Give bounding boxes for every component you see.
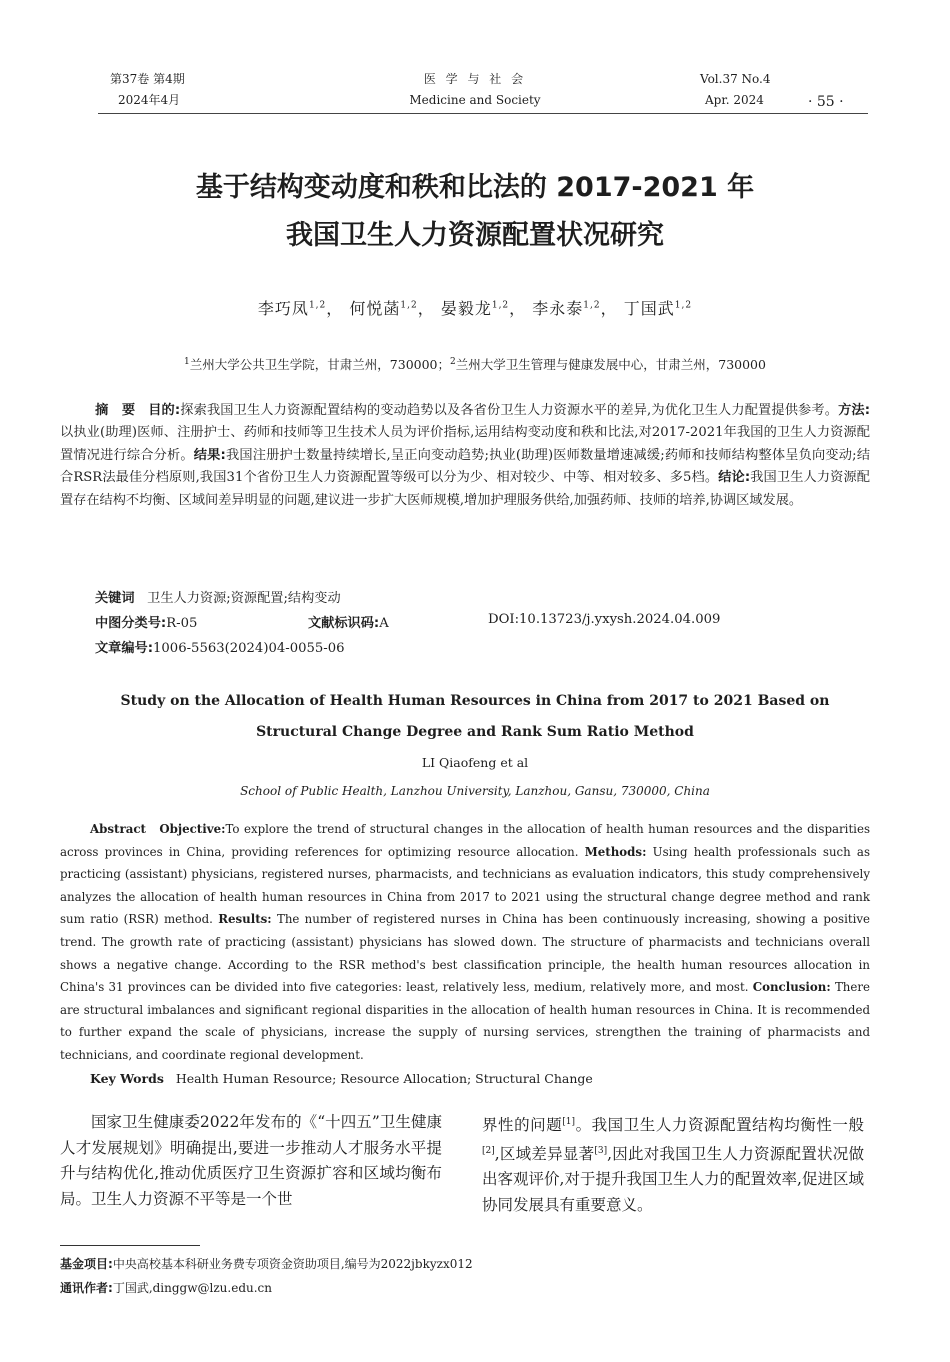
- abstract-en-label: Abstract: [90, 822, 146, 836]
- author-list: 李巧凤$^{1,2}$， 何悦菡$^{1,2}$， 晏毅龙$^{1,2}$， 李永泰$^{1,2}$， 丁国武$^{1,2}$: [257, 299, 693, 318]
- corresponding-author: 通讯作者:丁国武,dinggw@lzu.edu.cn: [60, 1281, 272, 1295]
- clc-number: 中图分类号:R-05: [95, 616, 198, 631]
- body-column-left: 国家卫生健康委2022年发布的《“十四五”卫生健康人才发展规划》明确提出,要进一步推动人才服务水平提升与结构优化,推动优质医疗卫生资源扩容和区域均衡布局。卫生人力资源不平等是一个世: [60, 1113, 442, 1208]
- document-code: 文献标识码:A: [308, 616, 389, 631]
- en-title-line-2: Structural Change Degree and Rank Sum Ratio Method: [256, 724, 694, 740]
- footnote-rule: [60, 1245, 200, 1246]
- author: 晏毅龙$^{1,2}$: [440, 299, 510, 318]
- header-volume-cn: 第37卷 第4期: [110, 72, 185, 86]
- abstract-cn-label: 摘 要: [95, 403, 136, 418]
- abstract-en: Abstract Objective:To explore the trend of structural changes in the allocation of health human resources and the disparities across provinces in China, providing references for optimizing resource allocation. Methods: Using health professionals such as practicing (assistant) physicians, registered nurses, pharmacists, and technicians as evaluation indicators, this study comprehensively analyzes the allocation of health human resources in China from 2017 to 2021 using the structural change degree method and rank sum ratio (RSR) method. Results: The number of registered nurses in China has been continuously increasing, showing a positive trend. The growth rate of practicing (assistant) physicians has slowed down. The structure of pharmacists and technicians overall shows a negative change. According to the RSR method's best classification principle, the health human resources allocation in China's 31 provinces can be divided into five categories: least, relatively less, medium, relatively more, and most. Conclusion: There are structural imbalances and significant regional disparities in the allocation of health human resources in China. It is recommended to further expand the scale of physicians, increase the supply of nursing services, strengthen the training of pharmacists and technicians, and coordinate regional development.: [60, 822, 871, 1062]
- header-rule: [98, 113, 868, 114]
- en-affiliation: School of Public Health, Lanzhou University, Lanzhou, Gansu, 730000, China: [240, 784, 710, 798]
- citation-ref: [3]: [594, 1145, 608, 1156]
- keywords-cn: 关键词 卫生人力资源;资源配置;结构变动: [95, 591, 341, 606]
- title-line-1: 基于结构变动度和秩和比法的 2017-2021 年: [195, 172, 755, 203]
- en-title-line-1: Study on the Allocation of Health Human Resources in China from 2017 to 2021 Based on: [120, 693, 830, 709]
- page-number: · 55 ·: [808, 94, 844, 110]
- header-journal-en: Medicine and Society: [409, 93, 541, 107]
- author: 何悦菡$^{1,2}$: [349, 299, 418, 318]
- author: 丁国武$^{1,2}$: [623, 299, 693, 318]
- header-journal-cn: 医 学 与 社 会: [423, 72, 527, 86]
- citation-ref: [2]: [482, 1145, 495, 1156]
- abstract-cn: 摘 要 目的:探索我国卫生人力资源配置结构的变动趋势以及各省份卫生人力资源水平的差异,为优化卫生人力配置提供参考。方法:以执业(助理)医师、注册护士、药师和技师等卫生技术人员为评价指标,运用结构变动度和秩和比法,对2017-2021年我国的卫生人力资源配置情况进行综合分析。结果:我国注册护士数量持续增长,呈正向变动趋势;执业(助理)医师数量增速减缓;药师和技师结构整体呈负向变动;结合RSR法最佳分档原则,我国31个省份卫生人力资源配置等级可以分为少、相对较少、中等、相对较多、多5档。结论:我国卫生人力资源配置存在结构不均衡、区域间差异明显的问题,建议进一步扩大医师规模,增加护理服务供给,加强药师、技师的培养,协调区域发展。: [60, 403, 871, 508]
- article-number: 文章编号:1006-5563(2024)04-0055-06: [95, 641, 345, 656]
- header-date-en: Apr. 2024: [705, 93, 764, 107]
- author: 李永泰$^{1,2}$: [532, 299, 601, 318]
- header-date-cn: 2024年4月: [118, 93, 181, 107]
- keywords-en: Key Words Health Human Resource; Resource Allocation; Structural Change: [90, 1071, 593, 1086]
- en-author: LI Qiaofeng et al: [421, 755, 529, 770]
- title-line-2: 我国卫生人力资源配置状况研究: [286, 220, 664, 251]
- doi: DOI:10.13723/j.yxysh.2024.04.009: [488, 612, 721, 627]
- header-volume-en: Vol.37 No.4: [700, 72, 771, 86]
- body-column-right: 界性的问题[1]。我国卫生人力资源配置结构均衡性一般[2],区域差异显著[3],因此对我国卫生人力资源配置状况做出客观评价,对于提升我国卫生人力的配置效率,促进区域协同发展具有重要意义。: [482, 1116, 864, 1214]
- author: 李巧凤$^{1,2}$: [257, 299, 327, 318]
- funding-note: 基金项目:中央高校基本科研业务费专项资金资助项目,编号为2022jbkyzx012: [60, 1257, 473, 1271]
- citation-ref: [1]: [562, 1117, 576, 1127]
- affiliations: $^1$兰州大学公共卫生学院，甘肃兰州，730000；$^2$兰州大学卫生管理与健康发展中心，甘肃兰州，730000: [184, 356, 766, 372]
